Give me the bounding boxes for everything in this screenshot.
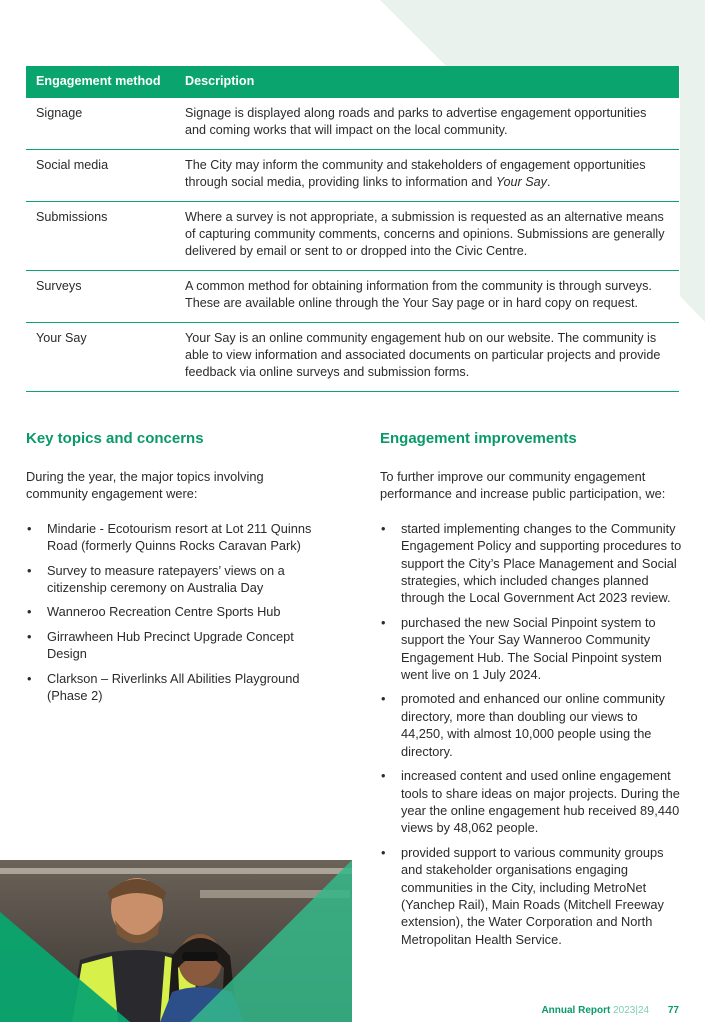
description-italic: Your Say bbox=[495, 175, 547, 190]
list-item: • purchased the new Social Pinpoint system to support the Your Say Wanneroo Community Engagement Hub. The Social Pinpoint system went live on 1 July 2024. bbox=[380, 614, 682, 684]
engagement-improvements-section bbox=[380, 430, 682, 955]
description-end: . bbox=[546, 175, 551, 190]
method-cell: Signage bbox=[26, 98, 175, 149]
method-cell: Social media bbox=[26, 149, 175, 201]
description-cell: Your Say is an online community engagement hub on our website. The community is able to view information and associated documents on particular projects and provide feedback via online surveys and submission forms. bbox=[175, 322, 679, 391]
report-year: 2023|24 bbox=[613, 1005, 650, 1016]
table-row bbox=[26, 98, 679, 149]
key-topics-section bbox=[26, 430, 326, 711]
improvements-intro: To further improve our community engagement performance and increase public participation, we: bbox=[380, 469, 666, 502]
table-header-row bbox=[26, 66, 679, 98]
list-item: • provided support to various community groups and stakeholder organisations engaging communities in the City, including MetroNet (Yanchep Rail), Main Roads (Mitchell Freeway extension), the Water Corporation and North Metropolitan Health Service. bbox=[380, 844, 682, 948]
key-topics-intro: During the year, the major topics involving community engagement were: bbox=[26, 469, 264, 502]
description-cell: Signage is displayed along roads and parks to advertise engagement opportunities and coming works that will impact on the local community. bbox=[175, 98, 679, 149]
description-text: The City may inform the community and stakeholders of engagement opportunities through social media, providing links to information and bbox=[185, 157, 646, 190]
page-footer bbox=[541, 1005, 679, 1016]
description-cell bbox=[175, 149, 679, 201]
table-row bbox=[26, 201, 679, 270]
list-item: • promoted and enhanced our online community directory, more than doubling our views to 44,250, with almost 10,000 people using the directory. bbox=[380, 690, 682, 760]
engagement-methods-table bbox=[26, 66, 679, 392]
method-cell: Surveys bbox=[26, 270, 175, 322]
list-item: • Clarkson – Riverlinks All Abilities Playground (Phase 2) bbox=[26, 670, 326, 705]
page-number: 77 bbox=[667, 1005, 679, 1016]
column-header-description: Description bbox=[175, 66, 679, 98]
report-title: Annual Report bbox=[541, 1005, 611, 1016]
improvements-heading: Engagement improvements bbox=[380, 430, 577, 447]
list-item: • increased content and used online engagement tools to share ideas on major projects. During the year the online engagement hub received 89,440 views by 48,062 people. bbox=[380, 767, 682, 837]
table-row bbox=[26, 149, 679, 201]
column-header-method: Engagement method bbox=[26, 66, 175, 98]
key-topics-heading: Key topics and concerns bbox=[26, 430, 204, 447]
key-topics-list bbox=[26, 520, 326, 705]
description-cell: Where a survey is not appropriate, a submission is requested as an alternative means of capturing community comments, concerns and opinions. Submissions are generally delivered by email or sent to or dropped into the Civic Centre. bbox=[175, 201, 679, 270]
staff-photo bbox=[0, 860, 352, 1022]
table-row bbox=[26, 322, 679, 391]
method-cell: Submissions bbox=[26, 201, 175, 270]
improvements-list bbox=[380, 520, 682, 948]
description-cell: A common method for obtaining information from the community is through surveys. These are available online through the Your Say page or in hard copy on request. bbox=[175, 270, 679, 322]
list-item: • Survey to measure ratepayers’ views on a citizenship ceremony on Australia Day bbox=[26, 562, 326, 597]
list-item: • Girrawheen Hub Precinct Upgrade Concept Design bbox=[26, 628, 326, 663]
list-item: • Wanneroo Recreation Centre Sports Hub bbox=[26, 603, 326, 620]
table-row bbox=[26, 270, 679, 322]
list-item: • started implementing changes to the Community Engagement Policy and supporting procedures to support the City’s Place Management and Social strategies, which included changes planned through the Local Government Act 2023 review. bbox=[380, 520, 682, 607]
list-item: • Mindarie - Ecotourism resort at Lot 211 Quinns Road (formerly Quinns Rocks Caravan Park) bbox=[26, 520, 326, 555]
method-cell: Your Say bbox=[26, 322, 175, 391]
